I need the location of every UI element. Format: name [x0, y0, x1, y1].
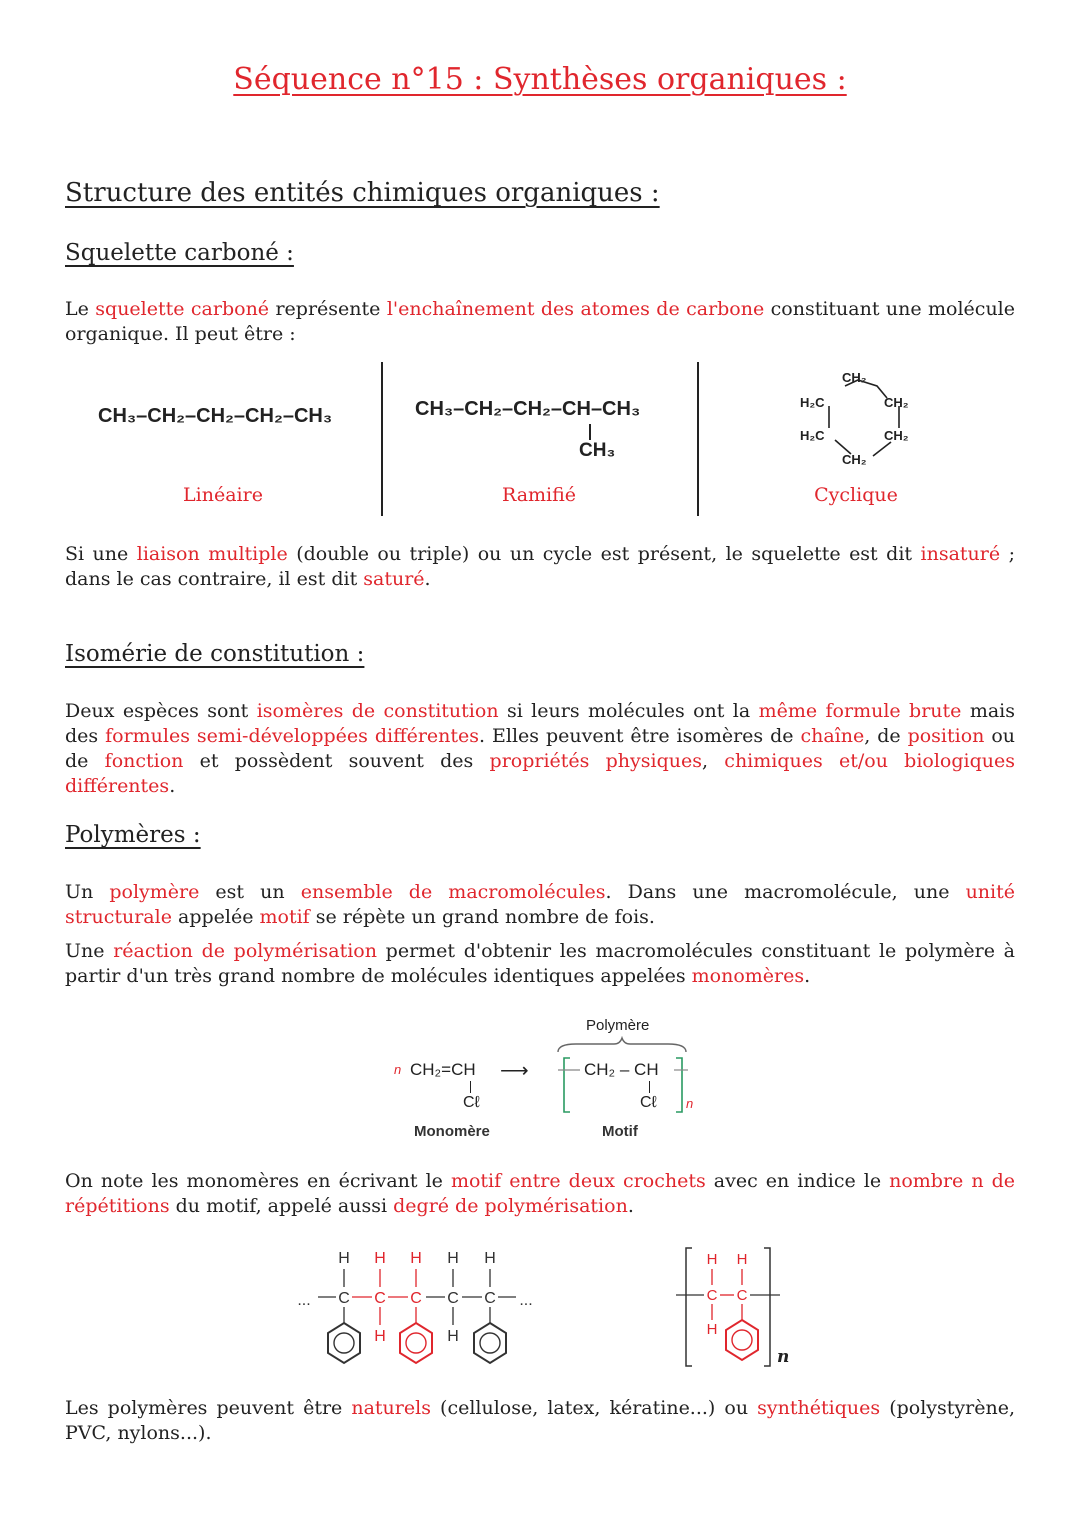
- cyclic-h2c-left-bottom: H₂C: [800, 428, 825, 443]
- h-atom: H: [447, 1250, 459, 1267]
- h-atom: H: [338, 1250, 350, 1267]
- separator-line: [697, 362, 699, 516]
- subheading-squelette: Squelette carboné :: [65, 240, 294, 266]
- paragraph-notation: On note les monomères en écrivant le motif entre deux crochets avec en indice le nombre n de répétitions du motif, appelé aussi degré de polymérisation.: [65, 1170, 1016, 1217]
- page-title: Séquence n°15 : Synthèses organiques :: [233, 62, 847, 97]
- h-atom: H: [736, 1251, 748, 1268]
- figure-monomer-caption: Monomère: [414, 1123, 490, 1140]
- c-atom: C: [484, 1290, 496, 1307]
- separator-line: [381, 362, 383, 516]
- h-atom: H: [484, 1250, 496, 1267]
- figure-motif-n: n: [686, 1096, 694, 1111]
- cyclic-ch2-right-bottom: CH₂: [884, 428, 909, 443]
- figure-monomer-formula: CH₂=CH: [410, 1060, 476, 1079]
- label-cyclic: Cyclique: [814, 484, 898, 506]
- paragraph-squelette: Le squelette carboné représente l'enchaînement des atomes de carbone constituant une molécule organique. Il peut être :: [65, 298, 1016, 345]
- linear-formula: CH₃–CH₂–CH₂–CH₂–CH₃: [98, 405, 333, 427]
- h-atom: H: [447, 1328, 459, 1345]
- paragraph-saturation: Si une liaison multiple (double ou triple) ou un cycle est présent, le squelette est dit insaturé ; dans le cas contraire, il est dit saturé.: [65, 543, 1015, 590]
- branched-formula-sub: CH₃: [579, 440, 616, 461]
- c-atom: C: [447, 1290, 459, 1307]
- h-atom: H: [374, 1328, 386, 1345]
- polystyrene-n: n: [777, 1347, 790, 1367]
- h-atom: H: [410, 1250, 422, 1267]
- paragraph-polymerisation: Une réaction de polymérisation permet d'obtenir les macromolécules constituant le polymère à partir d'un très grand nombre de molécules identiques appelées monomères.: [65, 940, 1015, 987]
- c-atom: C: [338, 1290, 350, 1307]
- subheading-polymeres: Polymères :: [65, 822, 201, 848]
- label-linear: Linéaire: [183, 484, 263, 506]
- h-atom: H: [706, 1251, 718, 1268]
- paragraph-polymere-definition: Un polymère est un ensemble de macromolécules. Dans une macromolécule, une unité structurale appelée motif se répète un grand nombre de fois.: [65, 881, 1015, 928]
- figure-motif-formula: CH₂ – CH: [584, 1060, 659, 1079]
- figure-polymer-label: Polymère: [586, 1017, 650, 1034]
- c-atom: C: [410, 1290, 422, 1307]
- cyclic-h2c-left-top: H₂C: [800, 395, 825, 410]
- section-heading-structure: Structure des entités chimiques organiques :: [65, 178, 660, 208]
- h-atom: H: [374, 1250, 386, 1267]
- cyclic-ch2-bottom: CH₂: [842, 452, 867, 467]
- paragraph-polymer-types: Les polymères peuvent être naturels (cellulose, latex, kératine...) ou synthétiques (polystyrène, PVC, nylons...).: [65, 1397, 1015, 1444]
- subheading-isomerie: Isomérie de constitution :: [65, 641, 365, 667]
- figure-motif-substituent: Cℓ: [640, 1094, 657, 1111]
- polymer-brace: [556, 1036, 688, 1054]
- figure-motif-caption: Motif: [602, 1123, 638, 1140]
- h-atom: H: [706, 1321, 718, 1338]
- branch-bond: [589, 424, 591, 440]
- ellipsis: ...: [519, 1292, 533, 1309]
- reaction-arrow: ⟶: [500, 1060, 529, 1082]
- paragraph-isomerie: Deux espèces sont isomères de constitution si leurs molécules ont la même formule brute mais des formules semi-développées différentes. Elles peuvent être isomères de chaîne, de position ou de fonction et possèdent souvent des propriétés physiques, chimiques et/ou biologiques différentes.: [65, 700, 1016, 797]
- c-atom: C: [736, 1287, 748, 1304]
- polystyrene-chain: [290, 1245, 550, 1375]
- branched-formula-main: CH₃–CH₂–CH₂–CH–CH₃: [415, 398, 641, 420]
- ellipsis: ...: [297, 1292, 311, 1309]
- motif-bond: [649, 1081, 650, 1093]
- monomer-bond: [470, 1081, 471, 1093]
- cyclic-ch2-top: CH₂: [842, 370, 867, 385]
- c-atom: C: [374, 1290, 386, 1307]
- c-atom: C: [706, 1287, 718, 1304]
- figure-monomer-substituent: Cℓ: [463, 1094, 480, 1111]
- label-branched: Ramifié: [501, 484, 577, 506]
- cyclic-ch2-right-top: CH₂: [884, 395, 909, 410]
- figure-monomer-n: n: [394, 1062, 402, 1077]
